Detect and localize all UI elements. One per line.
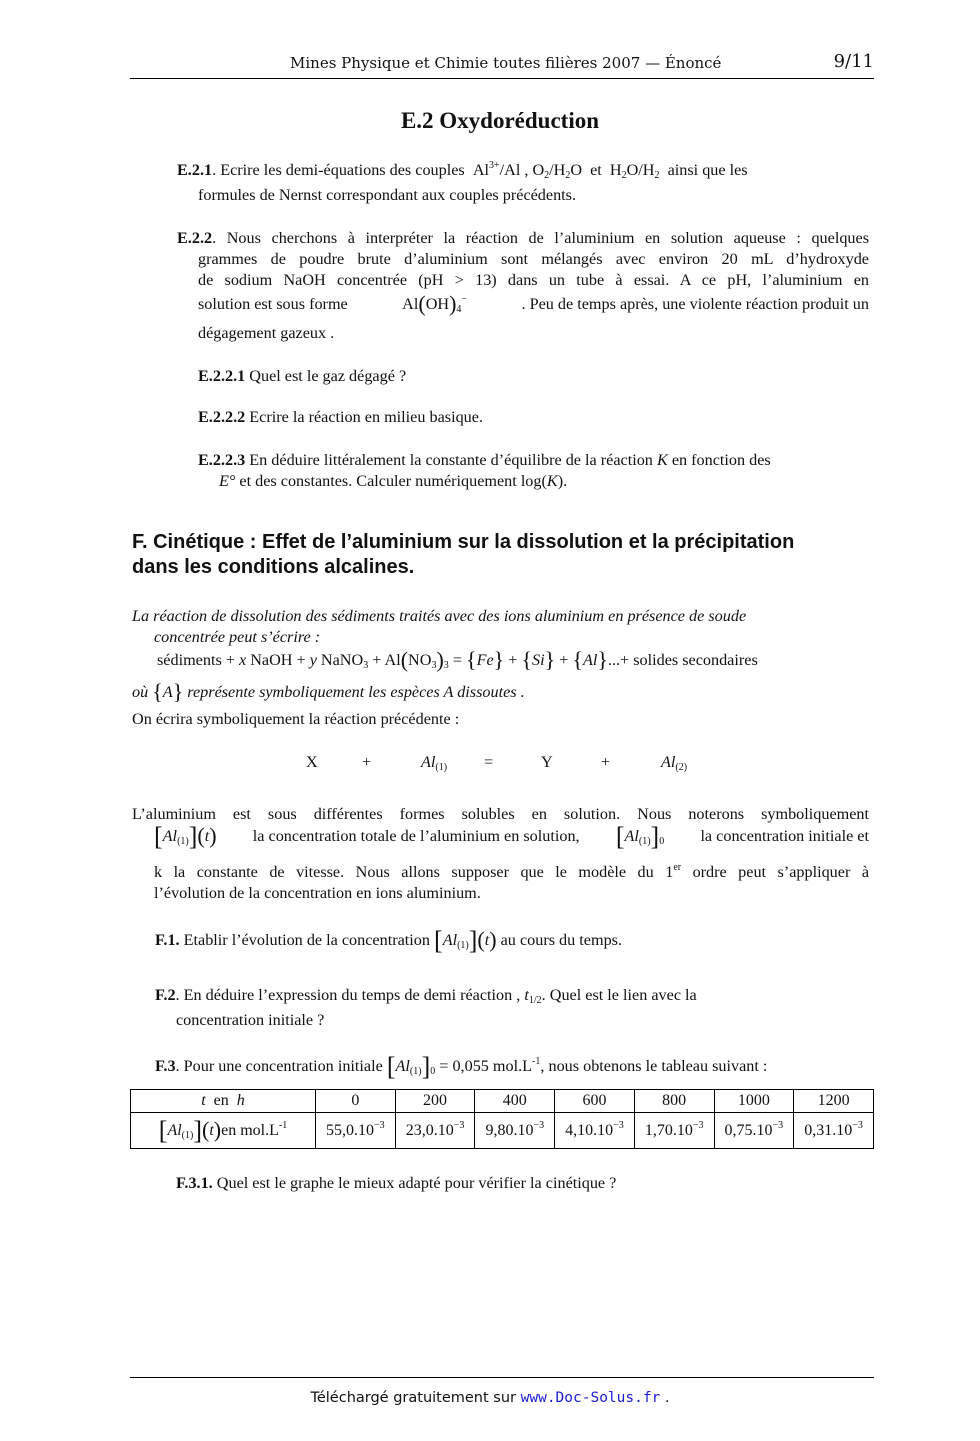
table-cell: 1000 (714, 1090, 794, 1113)
question-text: . Pour une concentration initiale (175, 1057, 387, 1075)
question-number: F.2 (155, 986, 176, 1004)
page-header (130, 51, 874, 79)
body-line-2 (154, 822, 869, 851)
question-text: ). (557, 472, 568, 490)
symbolic-intro: On écrira symboliquement la réaction précédente : (132, 710, 460, 728)
table-cell (634, 1113, 714, 1149)
table-row-concentration (131, 1113, 874, 1149)
section-title-line: dans les conditions alcalines. (132, 556, 415, 578)
table-cell (395, 1113, 475, 1149)
product-y: Y (541, 753, 553, 771)
body-text: k la constante de vitesse. Nous allons supposer que le modèle du 1 (154, 863, 674, 881)
variable-y: y (309, 651, 317, 669)
question-number: F.1. (155, 931, 180, 949)
footer-text: . (660, 1390, 670, 1406)
page-number: 9/11 (833, 51, 874, 72)
eq-text: sédiments + (157, 651, 239, 669)
question-text: et des constantes. Calculer numériquement log( (235, 472, 547, 490)
note-text: où (132, 683, 153, 701)
cell-value: 9,80.10 (485, 1121, 534, 1139)
cell-exponent: −3 (772, 1119, 784, 1131)
section-title-f (132, 530, 892, 580)
cell-exponent: −3 (613, 1119, 624, 1131)
equals-sign: = (484, 753, 494, 771)
eq-text: NaOH + (246, 651, 310, 669)
body-line-3 (154, 862, 869, 883)
question-text: Quel est le graphe le mieux adapté pour vérifier la cinétique ? (212, 1174, 617, 1192)
question-e223 (198, 450, 771, 471)
intro-line-2: concentrée peut s’écrire : (154, 628, 321, 646)
table-cell (316, 1113, 396, 1149)
question-text: en fonction des (667, 451, 771, 469)
cell-text: -1 (278, 1119, 288, 1131)
question-text: . Ecrire les demi-équations des couples (212, 161, 465, 179)
question-f31 (176, 1173, 616, 1194)
footer-link[interactable]: www.Doc-Solus.fr (520, 1390, 661, 1406)
species-note: où {A} représente symboliquement les espèces A dissoutes . (132, 679, 525, 704)
body-line-1: L’aluminium est sous différentes formes solubles en solution. Nous noterons symboliquement (132, 805, 869, 823)
question-f1 (155, 926, 623, 955)
note-text: A (443, 683, 454, 701)
question-text: . Quel est le lien avec la (541, 986, 697, 1004)
table-cell: 800 (634, 1090, 714, 1113)
table-cell: 200 (395, 1090, 475, 1113)
intro-line-1: La réaction de dissolution des sédiments traités avec des ions aluminium en présence de soude (132, 607, 747, 625)
body-text: la concentration initiale et (700, 827, 869, 845)
question-text: = 0,055 mol.L (435, 1057, 533, 1075)
question-text: au cours du temps. (496, 931, 623, 949)
question-e222 (198, 407, 483, 428)
question-number: F.3 (155, 1057, 176, 1075)
cell-value: 0,75.10 (724, 1121, 773, 1139)
eq-text: NaNO (316, 651, 364, 669)
table-cell (475, 1113, 555, 1149)
footer-rule (130, 1377, 874, 1378)
reactant-x: X (306, 753, 318, 771)
question-text: , nous obtenons le tableau suivant : (540, 1057, 768, 1075)
plus-sign: + (601, 753, 611, 771)
question-number: E.2.2.2 (198, 408, 246, 426)
table-cell: 400 (475, 1090, 555, 1113)
plus-sign: + (362, 753, 372, 771)
question-text: . En déduire l’expression du temps de demi réaction , (175, 986, 525, 1004)
table-cell: 600 (555, 1090, 635, 1113)
section-title-line: F. Cinétique : Effet de l’aluminium sur la dissolution et la précipitation (132, 531, 795, 553)
footer-text: Téléchargé gratuitement sur (310, 1390, 521, 1406)
table-header-time (131, 1090, 316, 1113)
cell-exponent: −3 (692, 1119, 704, 1131)
variable-e: E° (219, 472, 236, 490)
section-title-e2: E.2 Oxydoréduction (400, 108, 600, 133)
question-number: E.2.2 (177, 229, 213, 247)
question-e21 (177, 160, 877, 181)
question-e221 (198, 366, 406, 387)
cell-exponent: −3 (453, 1119, 465, 1131)
table-row-time (131, 1090, 874, 1113)
question-e223-cont (219, 471, 567, 492)
table-cell: 0 (316, 1090, 396, 1113)
table-cell (714, 1113, 794, 1149)
body-text: er (673, 862, 682, 873)
aluminate-formula: $Al(OH)_4^-$ (402, 291, 468, 316)
body-text: la concentration totale de l’aluminium en solution, (252, 827, 580, 845)
initial-concentration-symbol: $[Al_{(1)}]_0$ (615, 822, 665, 851)
cell-exponent: −3 (533, 1119, 545, 1131)
dissolution-equation: sédiments + x NaOH + y NaNO$_3$ + $Al(NO_3)_3 = \{Fe\} + \{Si\} + \{Al\}...+$ solides secondaires (157, 647, 758, 672)
question-number: E.2.2.3 (198, 451, 246, 469)
kinetics-table (130, 1089, 874, 1149)
symbolic-reaction (0, 752, 980, 782)
cell-value: 0,31.10 (804, 1121, 853, 1139)
cell-exponent: −3 (374, 1119, 385, 1131)
cell-text: en mol.L (221, 1121, 279, 1139)
concentration-symbol: $[Al_{(1)}](t)$ (154, 822, 217, 851)
question-number: F.3.1. (176, 1174, 213, 1192)
header-title: Mines Physique et Chimie toutes filières 2007 — Énoncé (290, 54, 722, 72)
al-1: $Al_{(1)}$ (421, 753, 448, 773)
cell-text: en (205, 1092, 237, 1109)
question-f3 (155, 1052, 768, 1081)
question-text: . Nous cherchons à interpréter la réaction de l’aluminium en solution aqueuse : quelques (212, 229, 869, 247)
question-text: Ecrire la réaction en milieu basique. (245, 408, 483, 426)
question-e22-l2: grammes de poudre brute d’aluminium sont mélangés avec environ 20 mL d’hydroxyde (198, 250, 869, 268)
cell-value: 55,0.10 (326, 1121, 375, 1139)
variable-k: K (656, 451, 668, 469)
question-e22-l4 (198, 291, 869, 316)
question-f2 (155, 985, 697, 1006)
table-cell: 1200 (794, 1090, 874, 1113)
cell-value: 23,0.10 (405, 1121, 454, 1139)
cell-text: t (201, 1092, 206, 1109)
question-text: Etablir l’évolution de la concentration (179, 931, 435, 949)
couples-formula: $Al^{3+}/Al$ , $O_2/H_2O$ et $H_2O/H_2$ (468, 160, 660, 181)
question-e22-l5: dégagement gazeux . (198, 324, 335, 342)
body-text: ordre peut s’appliquer à (681, 863, 870, 881)
question-e22-l3: de sodium NaOH concentrée (pH > 13) dans un tube à essai. A ce pH, l’aluminium en (198, 271, 869, 289)
cell-text: h (236, 1092, 245, 1109)
variable-x: x (238, 651, 247, 669)
question-text: ainsi que les (667, 161, 748, 179)
body-line-4: l’évolution de la concentration en ions aluminium. (154, 884, 481, 902)
table-header-concentration: $[Al_{(1)}](t)en$ $mol.L^{-1}$ (131, 1113, 316, 1149)
question-text: -1 (532, 1056, 541, 1067)
question-number: E.2.1 (177, 161, 213, 179)
question-f2-cont: concentration initiale ? (176, 1011, 325, 1029)
al-2: $Al_{(2)}$ (661, 753, 688, 773)
concentration-symbol: $[Al_{(1)}](t)$ (434, 926, 497, 955)
question-e22-l1 (177, 228, 869, 249)
question-text: En déduire littéralement la constante d’équilibre de la réaction (245, 451, 657, 469)
question-text: . Peu de temps après, une violente réaction produit un (521, 295, 869, 313)
page-footer (0, 1390, 980, 1406)
question-e21-cont: formules de Nernst correspondant aux couples précédents. (198, 186, 577, 204)
note-text: dissoutes . (453, 683, 525, 701)
note-text: représente symboliquement les espèces (183, 683, 444, 701)
table-cell (555, 1113, 635, 1149)
cell-value: 1,70.10 (644, 1121, 693, 1139)
eq-text: ...+ solides secondaires (607, 651, 758, 669)
table-cell (794, 1113, 874, 1149)
question-text: Quel est le gaz dégagé ? (245, 367, 407, 385)
variable-k: K (546, 472, 558, 490)
cell-value: 4,10.10 (565, 1121, 614, 1139)
cell-exponent: −3 (852, 1119, 863, 1131)
initial-concentration-symbol: $[Al_{(1)}]_0$ (386, 1052, 436, 1081)
question-text: solution est sous forme (198, 295, 348, 313)
half-life-symbol: $t_{1/2}$ (524, 986, 542, 1006)
question-number: E.2.2.1 (198, 367, 246, 385)
